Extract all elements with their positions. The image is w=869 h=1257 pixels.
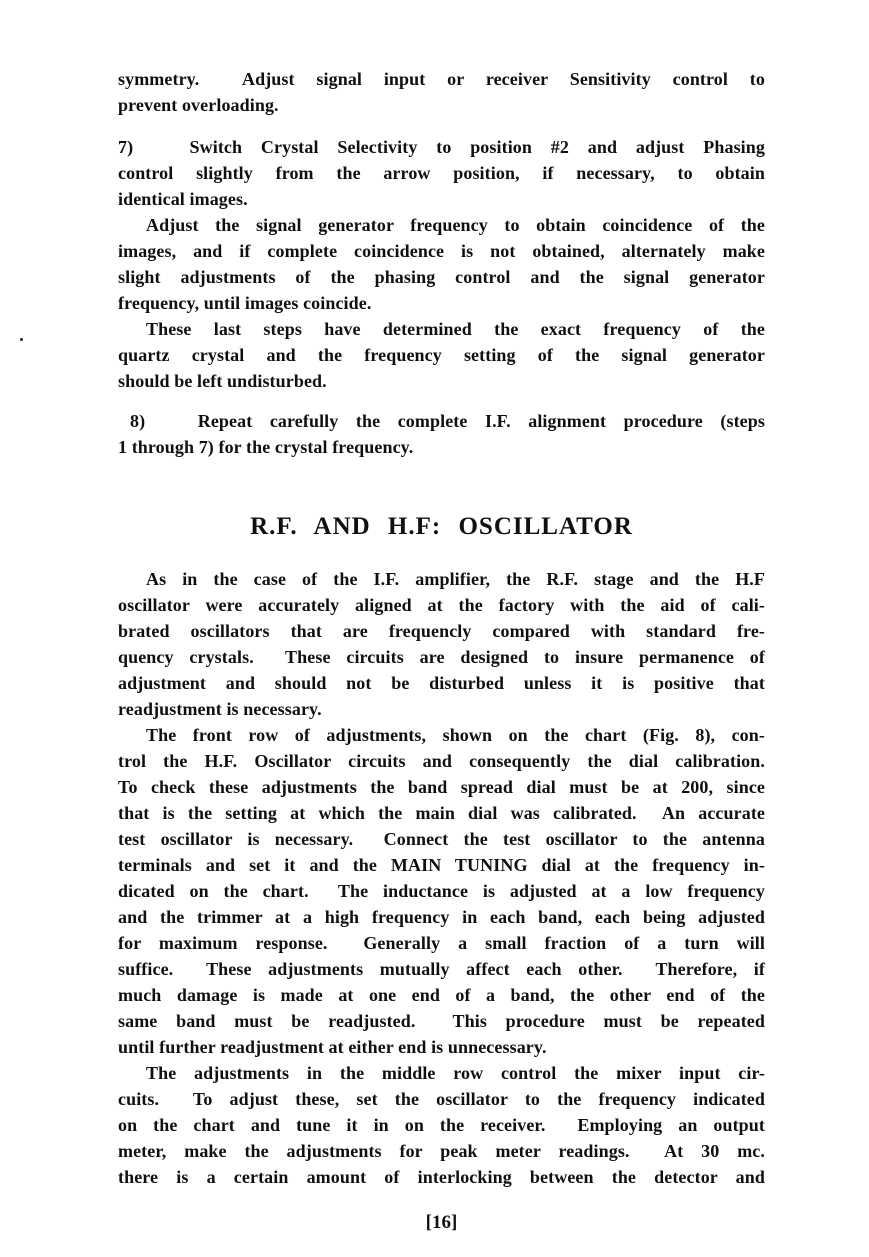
text-line: oscillator were accurately aligned at the factory with the aid of cali-	[118, 595, 765, 615]
paragraph-last-steps	[118, 316, 765, 394]
text-line: prevent overloading.	[118, 95, 279, 115]
text-line: there is a certain amount of interlocking between the detector and	[118, 1167, 765, 1187]
text-line: These last steps have determined the exact frequency of the	[146, 319, 765, 339]
paragraph-as-in-case	[118, 566, 765, 722]
paragraph-front-row	[118, 722, 765, 1060]
text-line: same band must be readjusted. This procedure must be repeated	[118, 1011, 765, 1031]
text-line: quartz crystal and the frequency setting of the signal generator	[118, 345, 765, 365]
text-line: images, and if complete coincidence is not obtained, alternately make	[118, 241, 765, 261]
text-line: The front row of adjustments, shown on the chart (Fig. 8), con-	[146, 725, 765, 745]
paragraph-middle-row	[118, 1060, 765, 1190]
text-line: quency crystals. These circuits are designed to insure permanence of	[118, 647, 765, 667]
text-line: test oscillator is necessary. Connect the test oscillator to the antenna	[118, 829, 765, 849]
text-line: frequency, until images coincide.	[118, 293, 372, 313]
section-heading: R.F. AND H.F: OSCILLATOR	[250, 513, 633, 540]
text-line: identical images.	[118, 189, 248, 209]
text-line: 7) Switch Crystal Selectivity to position #2 and adjust Phasing	[118, 137, 765, 157]
paragraph-symmetry	[118, 66, 765, 118]
text-line: Adjust the signal generator frequency to obtain coincidence of the	[146, 215, 765, 235]
text-line: adjustment and should not be disturbed unless it is positive that	[118, 673, 765, 693]
page-number: [16]	[425, 1212, 458, 1233]
text-line: meter, make the adjustments for peak meter readings. At 30 mc.	[118, 1141, 765, 1161]
text-line: should be left undisturbed.	[118, 371, 327, 391]
text-line: symmetry. Adjust signal input or receiver Sensitivity control to	[118, 69, 765, 89]
text-line: that is the setting at which the main dial was calibrated. An accurate	[118, 803, 765, 823]
text-line: As in the case of the I.F. amplifier, the R.F. stage and the H.F	[146, 569, 765, 589]
text-line: until further readjustment at either end is unnecessary.	[118, 1037, 547, 1057]
numbered-item-7	[118, 134, 765, 212]
text-column	[118, 66, 765, 1190]
text-line: cuits. To adjust these, set the oscillator to the frequency indicated	[118, 1089, 765, 1109]
text-line: dicated on the chart. The inductance is adjusted at a low frequency	[118, 881, 765, 901]
text-line: slight adjustments of the phasing control and the signal generator	[118, 267, 765, 287]
text-line: and the trimmer at a high frequency in each band, each being adjusted	[118, 907, 765, 927]
text-line: control slightly from the arrow position, if necessary, to obtain	[118, 163, 765, 183]
text-line: brated oscillators that are frequencly compared with standard fre-	[118, 621, 765, 641]
numbered-item-8	[118, 408, 765, 460]
text-line: much damage is made at one end of a band, the other end of the	[118, 985, 765, 1005]
text-line: readjustment is necessary.	[118, 699, 322, 719]
text-line: terminals and set it and the MAIN TUNING dial at the frequency in-	[118, 855, 765, 875]
text-line: To check these adjustments the band spread dial must be at 200, since	[118, 777, 765, 797]
text-line: 1 through 7) for the crystal frequency.	[118, 437, 414, 457]
scan-speck	[20, 338, 23, 341]
text-line: suffice. These adjustments mutually affect each other. Therefore, if	[118, 959, 765, 979]
text-line: 8) Repeat carefully the complete I.F. alignment procedure (steps	[130, 411, 765, 431]
text-line: for maximum response. Generally a small fraction of a turn will	[118, 933, 765, 953]
text-line: trol the H.F. Oscillator circuits and consequently the dial calibration.	[118, 751, 765, 771]
text-line: The adjustments in the middle row control the mixer input cir-	[146, 1063, 765, 1083]
paragraph-adjust-generator	[118, 212, 765, 316]
text-line: on the chart and tune it in on the receiver. Employing an output	[118, 1115, 765, 1135]
